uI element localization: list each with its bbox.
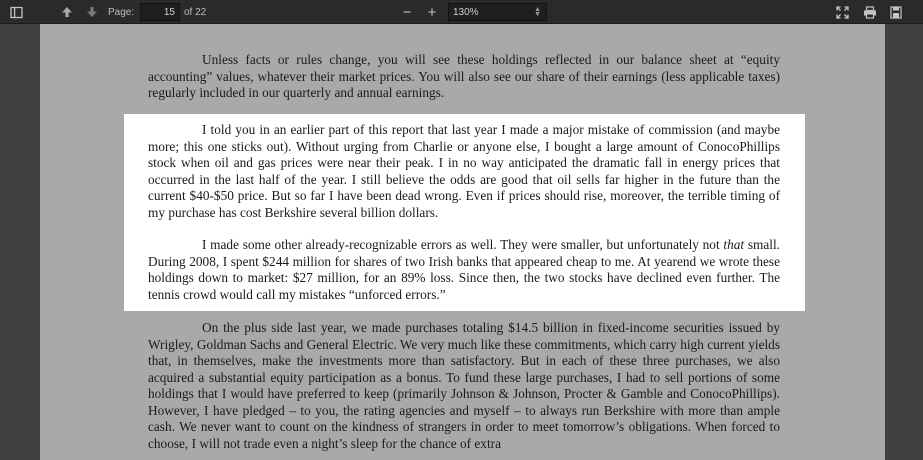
paragraph-irish-banks <box>148 237 780 303</box>
fullscreen-icon[interactable] <box>832 0 852 24</box>
paragraph-conocophillips-mistake: I told you in an earlier part of this report that last year I made a major mistake of commission (and maybe more; this one sticks out). Without urging from Charlie or anyone else, I bought a large amount of ConocoPhillips stock when oil and gas prices were near their peak. I in no way anticipated the dramatic fall in energy prices that occurred in the last half of the year. I still believe the odds are good that oil sells far higher in the future than the current $40-$50 price. But so far I have been dead wrong. Even if prices should rise, moreover, the terrible timing of my purchase has cost Berkshire several billion dollars. <box>148 122 780 220</box>
printer-icon[interactable] <box>860 0 880 24</box>
arrow-down-icon[interactable] <box>82 0 102 24</box>
paragraph-text-end: small. During 2008, I spent $244 million for shares of two Irish banks that appeared cheap to me. At yearend we wrote these holdings down to market: $27 million, for an 89% loss. Since then, the two stocks have declined even further. The tennis crowd would call my mistakes “unforced errors.” <box>148 237 780 302</box>
paragraph-fixed-income: On the plus side last year, we made purchases totaling $14.5 billion in fixed-income securities issued by Wrigley, Goldman Sachs and General Electric. We very much like these commitments, which carry high current yields that, in themselves, make the investments more than satisfactory. But in each of these three purchases, we also acquired a substantial equity participation as a bonus. To fund these large purchases, I had to sell portions of some holdings that I would have preferred to keep (primarily Johnson & Johnson, Procter & Gamble and ConocoPhillips). However, I have pledged – to you, the rating agencies and myself – to always run Berkshire with more than ample cash. We never want to count on the kindness of strangers in order to meet tomorrow’s obligations. When forced to choose, I will not trade even a night’s sleep for the chance of extra <box>148 320 780 451</box>
page-label: Page: <box>108 6 135 18</box>
save-icon[interactable] <box>886 0 906 24</box>
page-total: of 22 <box>184 6 207 18</box>
paragraph-emphasis: that <box>723 237 745 252</box>
document-viewer[interactable] <box>0 24 923 460</box>
pdf-page <box>40 24 885 460</box>
zoom-value: 130% <box>453 6 479 18</box>
arrow-up-icon[interactable] <box>57 0 77 24</box>
zoom-in-button[interactable]: + <box>427 3 437 21</box>
paragraph-text-start: I made some other already-recognizable errors as well. They were smaller, but unfortunately not <box>202 237 724 252</box>
zoom-select[interactable] <box>448 3 547 21</box>
zoom-out-button[interactable]: − <box>402 3 412 21</box>
sidebar-toggle-icon[interactable] <box>6 0 26 24</box>
select-caret-icon: ▲ ▼ <box>534 6 541 18</box>
paragraph-equity-accounting: Unless facts or rules change, you will see these holdings reflected in our balance sheet at “equity accounting” values, whatever their market prices. You will also see our share of their earnings (less applicable taxes) regularly included in our quarterly and annual earnings. <box>148 52 780 100</box>
page-number-input[interactable] <box>140 3 180 21</box>
pdf-toolbar <box>0 0 923 24</box>
